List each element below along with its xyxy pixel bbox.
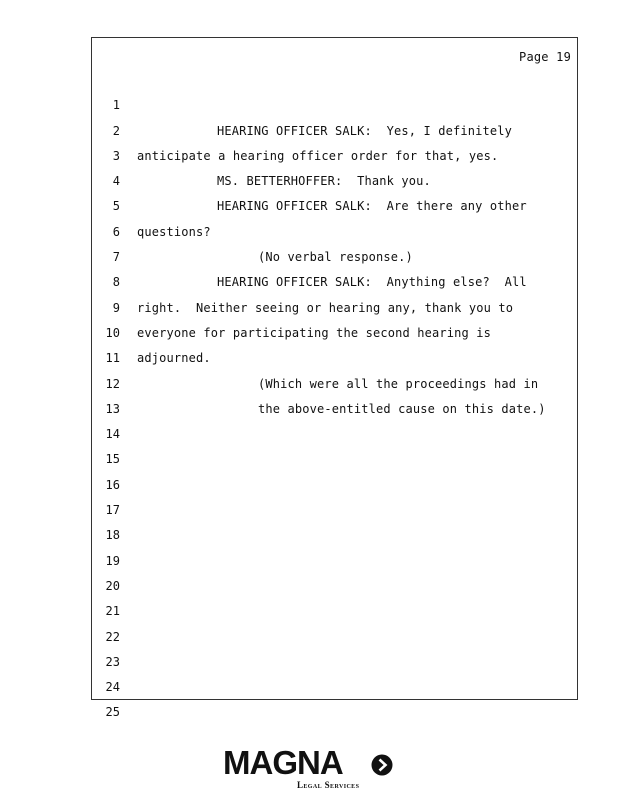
line-number: 5 xyxy=(112,199,120,214)
transcript-line xyxy=(92,397,577,442)
line-number: 9 xyxy=(112,300,120,315)
transcript-line xyxy=(92,574,577,619)
line-text: anticipate a hearing officer order for that, yes. xyxy=(137,148,499,163)
transcript-line xyxy=(92,447,577,492)
line-number: 22 xyxy=(105,629,120,644)
line-text: HEARING OFFICER SALK: Are there any other xyxy=(217,199,527,214)
line-number: 1 xyxy=(112,98,120,113)
line-text: MS. BETTERHOFFER: Thank you. xyxy=(217,174,431,189)
transcript-line xyxy=(92,599,577,644)
transcript-lines xyxy=(92,68,577,720)
transcript-line xyxy=(92,549,577,593)
transcript-line xyxy=(92,498,577,543)
transcript-page xyxy=(91,37,578,720)
arrow-circle-icon xyxy=(371,754,393,776)
magna-logo xyxy=(223,745,398,793)
line-text: HEARING OFFICER SALK: Yes, I definitely xyxy=(217,123,512,138)
transcript-line xyxy=(92,422,577,467)
transcript-line xyxy=(92,473,577,518)
line-number: 17 xyxy=(105,503,120,518)
transcript-line xyxy=(92,625,577,669)
line-number: 23 xyxy=(105,654,120,669)
logo-wordmark: MAGNA xyxy=(223,744,343,781)
transcript-line xyxy=(92,68,577,138)
transcript-line xyxy=(92,523,577,568)
line-number: 11 xyxy=(105,351,120,366)
line-number: 18 xyxy=(105,528,120,543)
line-number: 13 xyxy=(105,401,120,416)
transcript-line xyxy=(92,675,577,720)
line-number: 15 xyxy=(105,452,120,467)
line-number: 21 xyxy=(105,604,120,619)
line-number: 6 xyxy=(112,224,120,239)
line-number: 16 xyxy=(105,477,120,492)
line-text: right. Neither seeing or hearing any, thank you to xyxy=(137,300,514,315)
line-text: adjourned. xyxy=(137,351,211,366)
line-number: 24 xyxy=(105,680,120,695)
line-number: 19 xyxy=(105,553,120,568)
line-text: (No verbal response.) xyxy=(258,250,413,265)
line-number: 3 xyxy=(112,148,120,163)
line-number: 2 xyxy=(112,123,120,138)
line-text: the above-entitled cause on this date.) xyxy=(258,401,546,416)
page-number: Page 19 xyxy=(519,50,571,64)
line-text: HEARING OFFICER SALK: Anything else? All xyxy=(217,275,527,290)
line-text: (Which were all the proceedings had in xyxy=(258,376,539,391)
line-number: 10 xyxy=(105,325,120,340)
line-text: questions? xyxy=(137,224,211,239)
line-number: 12 xyxy=(105,376,120,391)
line-number: 8 xyxy=(112,275,120,290)
line-number: 20 xyxy=(105,578,120,593)
line-text: everyone for participating the second hearing is xyxy=(137,325,491,340)
line-number: 25 xyxy=(105,705,120,720)
logo-subtitle: Legal Services xyxy=(297,780,360,790)
line-number: 4 xyxy=(112,174,120,189)
transcript-line xyxy=(92,650,577,695)
line-number: 14 xyxy=(105,427,120,442)
line-number: 7 xyxy=(112,250,120,265)
